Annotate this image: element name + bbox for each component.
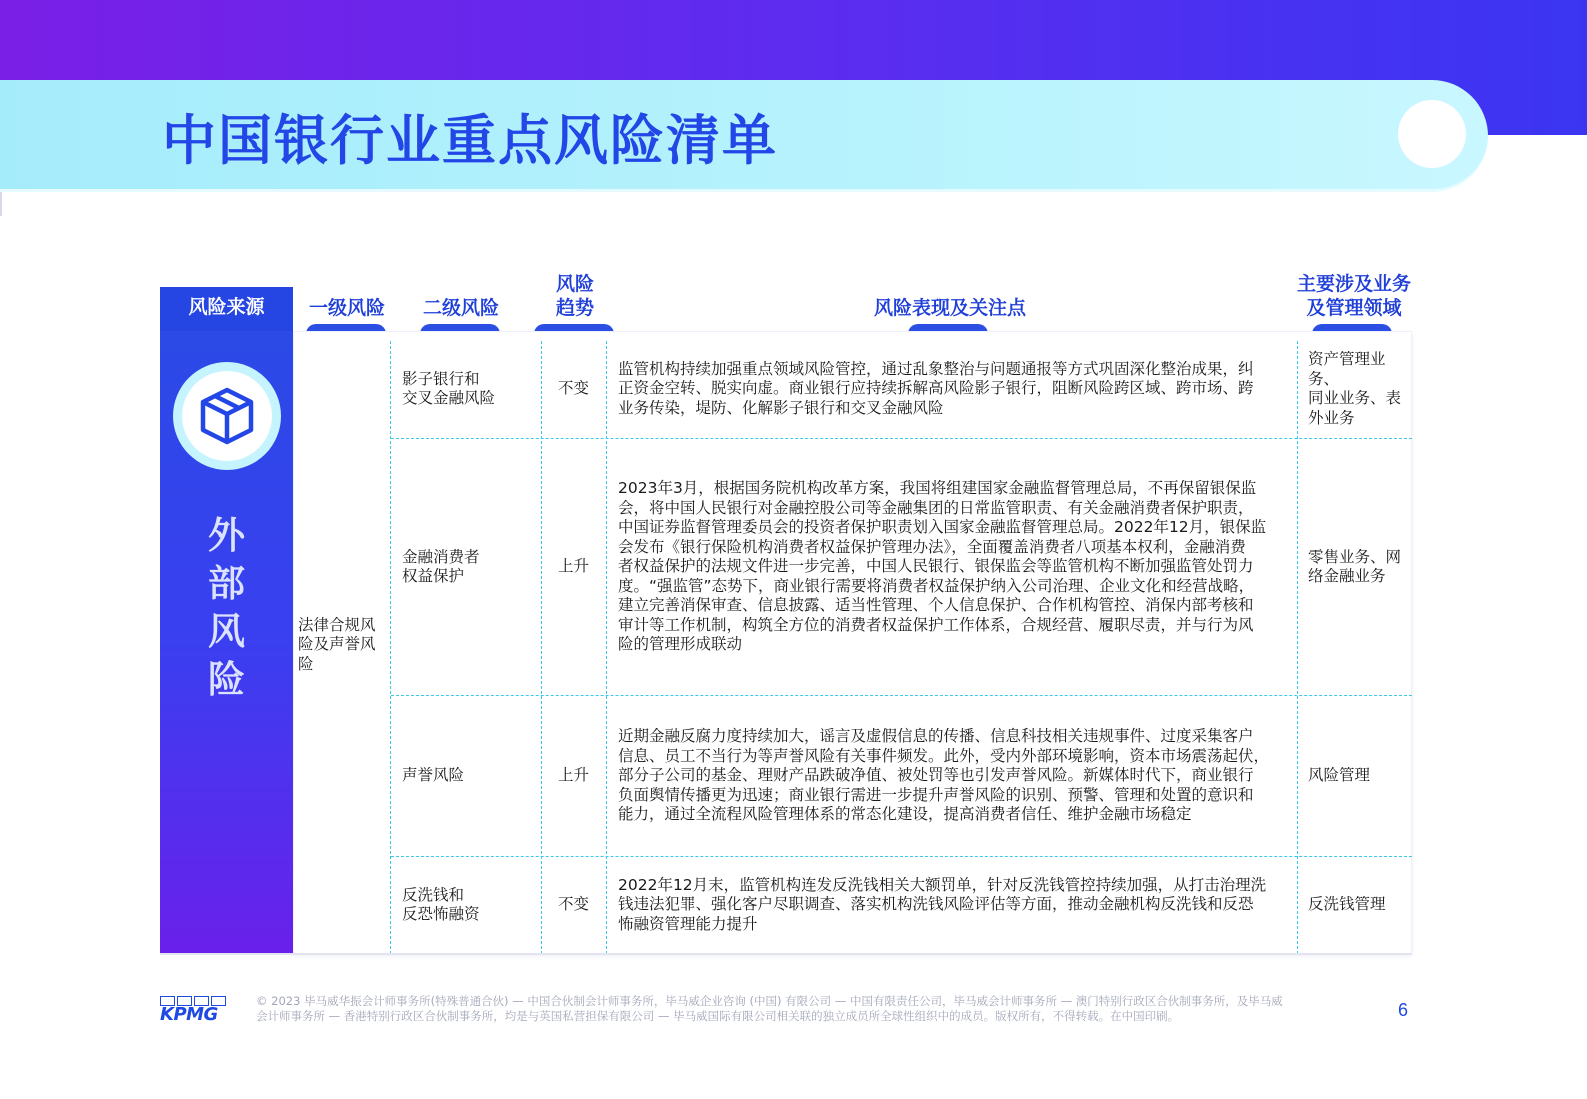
column-divider (390, 341, 391, 954)
table-row-4-detail: 2022年12月末，监管机构连发反洗钱相关大额罚单，针对反洗钱管控持续加强，从打击治理洗 钱违法犯罪、强化客户尽职调查、落实机构洗钱风险评估等方面，推动金融机构反洗钱和反恐 怖融资管理能力提升 (618, 875, 1267, 933)
table-row-3-level2: 声誉风险 (402, 766, 465, 785)
table-row-1-detail: 监管机构持续加强重点领域风险管控，通过乱象整治与问题通报等方式巩固深化整治成果，纠 正资金空转、脱实向虚。商业银行应持续拆解高风险影子银行，阻断风险跨区域、跨市场、跨 业务传染，堤防、化解影子银行和交叉金融风险 (618, 359, 1254, 417)
header-risk-detail: 风险表现及关注点 (873, 297, 1026, 319)
table-row-1-level2: 影子银行和 交叉金融风险 (402, 369, 496, 407)
page-title: 中国银行业重点风险清单 (162, 109, 778, 172)
column-divider (606, 341, 607, 954)
header-business-area: 主要涉及业务 及管理领域 (1296, 273, 1411, 319)
header-risk-source: 风险来源 (160, 287, 293, 331)
divider (0, 192, 2, 216)
table-row-1-area: 资产管理业务、 同业业务、表 外业务 (1308, 350, 1402, 427)
table-row-3-trend: 上升 (557, 766, 589, 785)
risk-source-label: 外 部 风 险 (208, 514, 245, 701)
table-row-2-level2: 金融消费者 权益保护 (402, 547, 480, 585)
header-level2-risk: 二级风险 (422, 297, 499, 319)
table-row-3-detail: 近期金融反腐力度持续加大，谣言及虚假信息的传播、信息科技相关违规事件、过度采集客户 信息、员工不当行为等声誉风险有关事件频发。此外，受内外部环境影响，资本市场震荡起伏， 部分子公司的基金、理财产品跌破净值、被处罚等也引发声誉风险。新媒体时代下，商业银行 负面舆情传播更为迅速；商业银行需进一步提升声誉风险的识别、预警、管理和处置的意识和 能力，通过全流程风险管理体系的常态化建设，提高消费者信任、维护金融市场稳定 (618, 727, 1270, 824)
copyright-text: © 2023 毕马威华振会计师事务所(特殊普通合伙) — 中国合伙制会计师事务所，毕马威企业咨询 (中国) 有限公司 — 中国有限责任公司，毕马威会计师事务所 — 澳门特别行政区合伙制事务所，及毕马威 会计师事务所 — 香港特别行政区合伙制事务所，均是与英国私营担保有限公司 — 毕马威国际有限公司相关联的独立成员所全球性组织中的成员。版权所有，不得转载。在中国印刷。 (256, 994, 1283, 1023)
level1-risk-cell: 法律合规风 险及声誉风 险 (298, 615, 376, 673)
header-risk-trend: 风险 趋势 (555, 273, 594, 319)
page-number: 6 (1398, 1000, 1409, 1020)
table-row-1-trend: 不变 (557, 379, 589, 398)
table-row-2-trend: 上升 (557, 557, 589, 576)
table-bottom-border (160, 953, 1412, 955)
table-row-4-trend: 不变 (557, 895, 589, 914)
cube-icon (182, 371, 272, 461)
table-row-2-detail: 2023年3月，根据国务院机构改革方案，我国将组建国家金融监督管理总局，不再保留银保监 会，将中国人民银行对金融控股公司等金融集团的日常监管职责、有关金融消费者保护职责， 中国证券监督管理委员会的投资者保护职责划入国家金融监督管理总局。2022年12月，银保监 会发布《银行保险机构消费者权益保护管理办法》，全面覆盖消费者八项基本权利，金融消费 者权益保护的法规文件进一步完善，中国人民银行、银保监会等监管机构不断加强监管处罚力 度。“强监管”态势下，商业银行需要将消费者权益保护纳入公司治理、企业文化和经营战略， 建立完善消保审查、信息披露、适当性管理、个人信息保护、合作机构管控、消保内部考核和 审计等工作机制，构筑全方位的消费者权益保护工作体系，合规经营、履职尽责，并与行为风 险的管理形成联动 (618, 479, 1267, 654)
table-row-4-area: 反洗钱管理 (1308, 895, 1386, 914)
table-row-3-area: 风险管理 (1308, 766, 1371, 785)
logo-wordmark: KPMG (160, 1004, 218, 1025)
table-row-2-area: 零售业务、网 络金融业务 (1308, 547, 1402, 585)
column-divider (1297, 341, 1298, 954)
header-level1-risk: 一级风险 (308, 297, 385, 319)
kpmg-logo (160, 996, 226, 1024)
title-circle-decoration (1398, 100, 1466, 168)
table-row-4-level2: 反洗钱和 反恐怖融资 (402, 885, 480, 923)
